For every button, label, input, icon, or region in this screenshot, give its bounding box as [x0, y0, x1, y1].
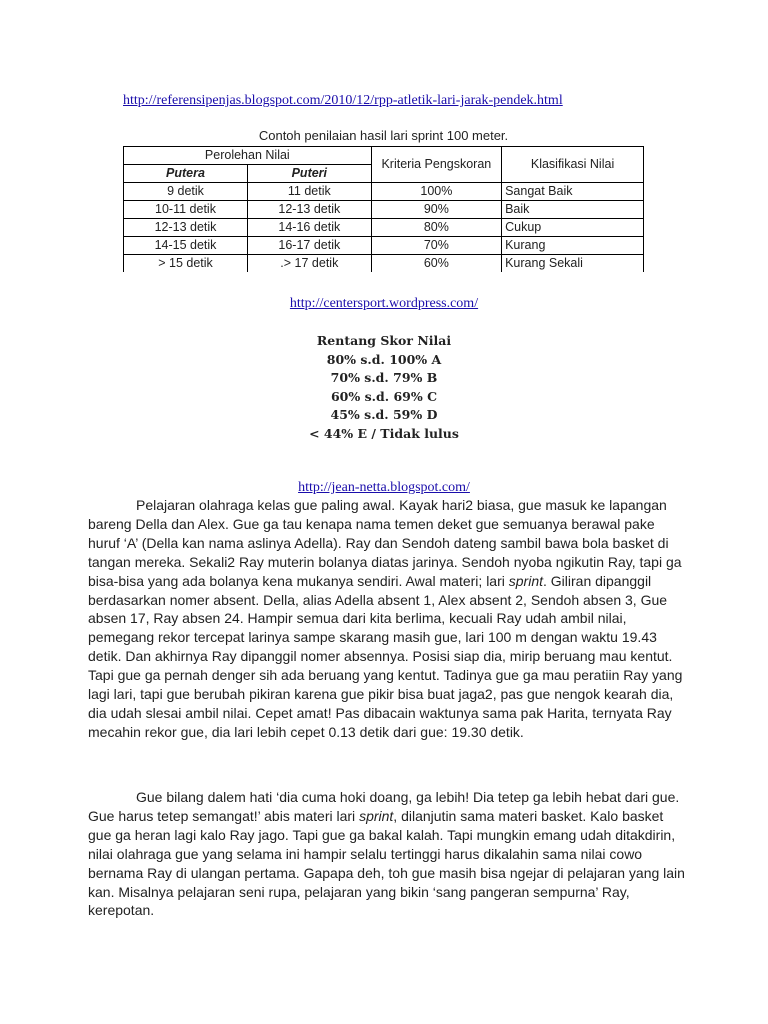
cell-klasifikasi: Kurang Sekali [502, 255, 644, 273]
score-range-list [0, 332, 768, 443]
header-kriteria: Kriteria Pengskoran [371, 147, 501, 183]
story-text: , dilanjutin sama materi basket. Kalo basket gue ga heran lagi kalo Ray jago. Tapi gue ga bakal kalah. Tapi mungkin emang udah ditakdirin, nilai olahraga gue yang selama ini hampir selalu tertinggi harus dikalahin sama nilai cowo bernama Ray di ulangan pertama. Gapapa deh, toh gue masih bisa ngejar di pelajaran yang lain kan. Misalnya pelajaran seni rupa, pelajaran yang bikin ‘sang pangeran sempurna’ Ray, kerepotan. [88, 807, 685, 919]
score-range-line: 80% s.d. 100% A [326, 351, 442, 367]
table-row [124, 201, 644, 219]
table-row [124, 237, 644, 255]
table-row [124, 255, 644, 273]
cell-puteri: 14-16 detik [248, 219, 372, 237]
cell-klasifikasi: Baik [502, 201, 644, 219]
cell-kriteria: 90% [371, 201, 501, 219]
score-range-title: Rentang Skor Nilai [316, 333, 452, 348]
cell-puteri: 16-17 detik [248, 237, 372, 255]
cell-kriteria: 70% [371, 237, 501, 255]
cell-puteri: .> 17 detik [248, 255, 372, 273]
story-emphasis: sprint [508, 572, 543, 589]
story-text: Gue bilang dalem hati ‘dia cuma hoki doang, ga lebih! Dia tetep ga lebih hebat dari gue. Gue harus tetep semangat!’ abis materi lari [88, 789, 680, 824]
cell-klasifikasi: Kurang [502, 237, 644, 255]
story-paragraph-1 [88, 496, 688, 742]
source-link-centersport[interactable]: http://centersport.wordpress.com/ [289, 296, 479, 311]
sprint-grading-table [123, 146, 644, 272]
score-range-line: 70% s.d. 79% B [330, 370, 438, 385]
source-link-referensipenjas[interactable]: http://referensipenjas.blogspot.com/2010/12/rpp-atletik-lari-jarak-pendek.html [123, 93, 563, 108]
cell-kriteria: 80% [371, 219, 501, 237]
table-row [124, 183, 644, 201]
cell-kriteria: 60% [371, 255, 501, 273]
cell-klasifikasi: Sangat Baik [502, 183, 644, 201]
cell-puteri: 11 detik [248, 183, 372, 201]
cell-putera: 10-11 detik [124, 201, 248, 219]
cell-putera: 14-15 detik [124, 237, 248, 255]
header-perolehan-nilai: Perolehan Nilai [124, 147, 372, 165]
story-paragraph-2 [88, 788, 688, 920]
story-emphasis: sprint [359, 807, 394, 824]
table-row [124, 219, 644, 237]
score-range-line: 45% s.d. 59% D [330, 407, 438, 422]
score-range-line: 60% s.d. 69% C [330, 388, 438, 404]
cell-kriteria: 100% [371, 183, 501, 201]
cell-klasifikasi: Cukup [502, 219, 644, 237]
cell-puteri: 12-13 detik [248, 201, 372, 219]
header-puteri: Puteri [248, 165, 372, 183]
cell-putera: > 15 detik [124, 255, 248, 273]
cell-putera: 12-13 detik [124, 219, 248, 237]
table-caption: Contoh penilaian hasil lari sprint 100 meter. [258, 128, 509, 143]
score-range-line: < 44% E / Tidak lulus [309, 425, 459, 441]
source-link-jean-netta[interactable]: http://jean-netta.blogspot.com/ [298, 480, 470, 495]
header-putera: Putera [124, 165, 248, 183]
header-klasifikasi: Klasifikasi Nilai [502, 147, 644, 183]
story-text: . Giliran dipanggil berdasarkan nomer absent. Della, alias Adella absent 1, Alex absent 2, Sendoh absen 3, Gue absen 17, Ray absen 24. Hampir semua dari kita berlima, kecuali Ray udah ambil nilai, pemegang rekor tercepat larinya sampe skarang masih gue, lari 100 m dengan waktu 19.43 detik. Dan akhirnya Ray dipanggil nomer absennya. Posisi siap dia, mirip beruang mau kentut. Tapi gue ga pernah denger sih ada beruang yang kentut. Tadinya gue ga mau peratiin Ray yang lagi lari, tapi gue berubah pikiran karena gue pikir bisa buat jaga2, pas gue nengok kearah dia, dia udah slesai ambil nilai. Cepet amat! Pas dibacain waktunya sama pak Harita, ternyata Ray mecahin rekor gue, dia lari lebih cepet 0.13 detik dari gue: 19.30 detik. [88, 572, 683, 740]
cell-putera: 9 detik [124, 183, 248, 201]
story-text: Pelajaran olahraga kelas gue paling awal. Kayak hari2 biasa, gue masuk ke lapangan bareng Della dan Alex. Gue ga tau kenapa nama temen deket gue semuanya berawal pake huruf ‘A’ (Della kan nama aslinya Adella). Ray dan Sendoh dateng sambil bawa bola basket di tangan mereka. Sekali2 Ray muterin bolanya diatas jarinya. Sendoh nyoba ngikutin Ray, tapi ga bisa-bisa yang ada bolanya kena mukanya sendiri. Awal materi; lari [88, 497, 682, 589]
